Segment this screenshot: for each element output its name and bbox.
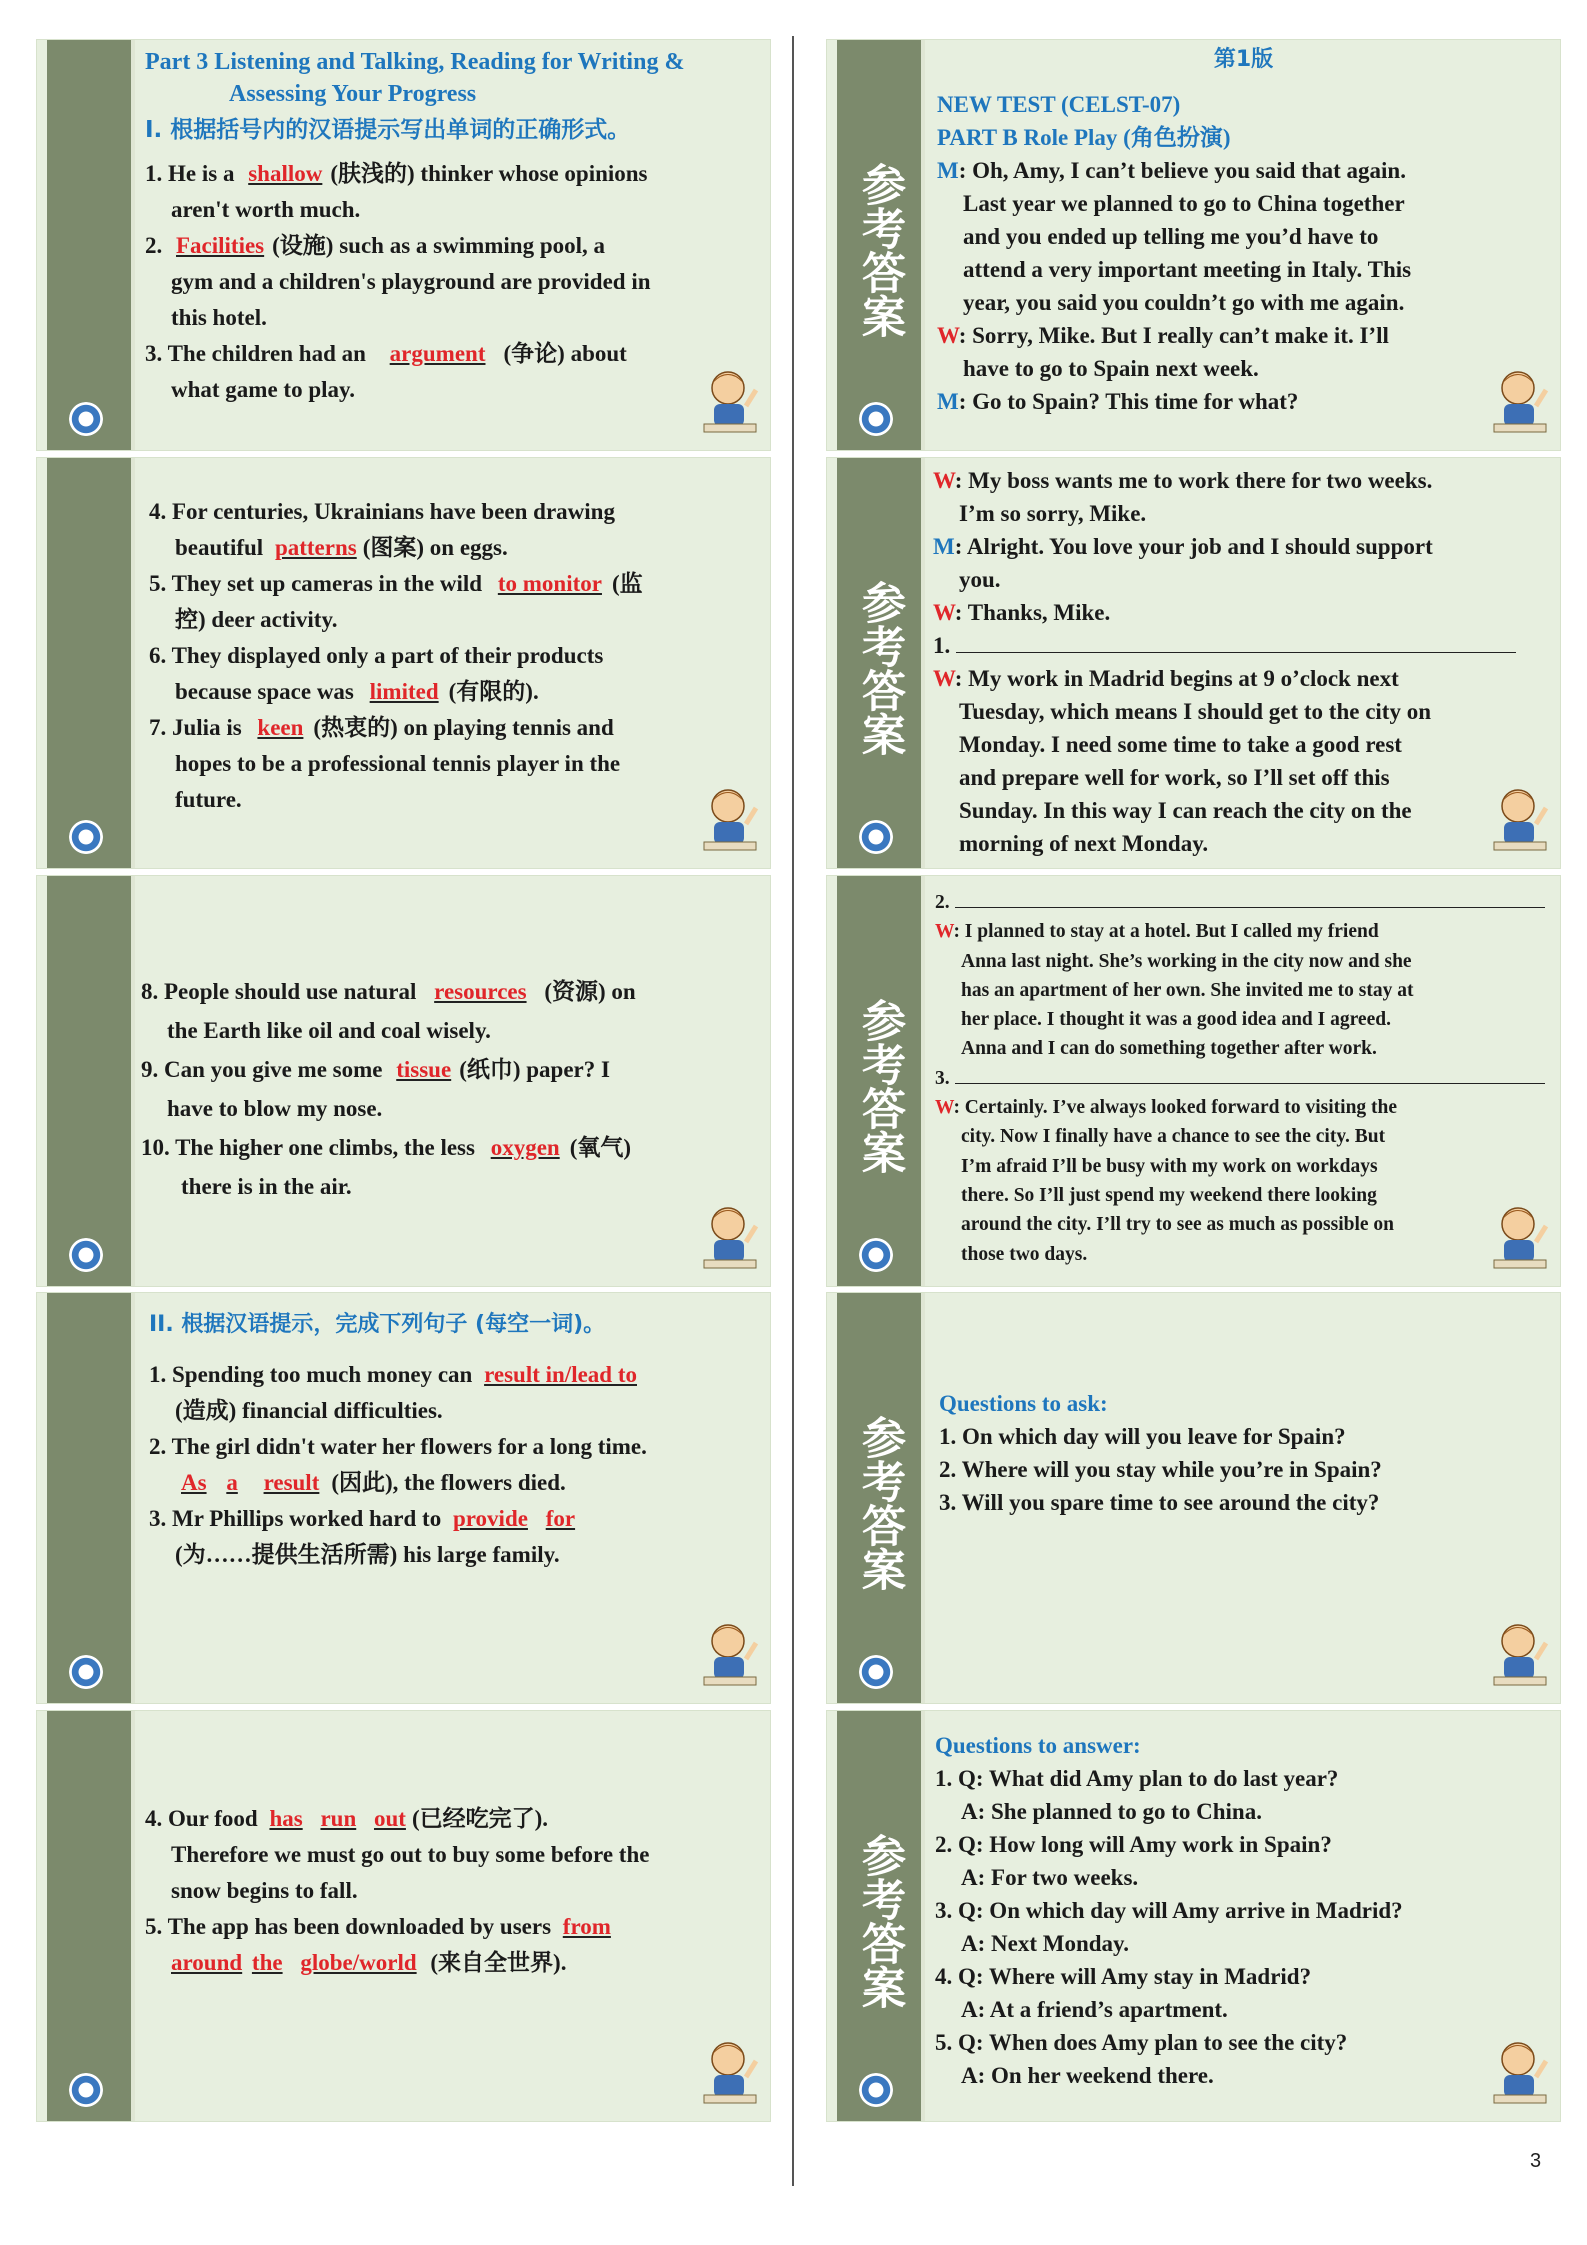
slide-left-1: Part 3 Listening and Talking, Reading for Writing & Assessing Your Progress I. 根据括号内的汉语提示写出单词的正确形式。 1. He is a shallow (肤浅的) thinker whose opinions aren't worth much. 2. Facilities (设施) such as a swimming pool, a gym and a children's playground are provided in this hotel. 3. The children had an argument (争论) about what game to play. xyxy=(37,40,770,450)
logo-icon xyxy=(859,1238,893,1272)
section-title-2: Assessing Your Progress xyxy=(229,81,477,107)
slide-right-1: 参考答案 第1版 NEW TEST (CELST-07) PART B Role Play (角色扮演) M: Oh, Amy, I can’t believe you said that again. Last year we planned to go to China together and you ended up telling me you’d have to attend a very important meeting in Italy. This year, you said you couldn’t go with me again. W: Sorry, Mike. But I really can’t make it. I’ll have to go to Spain next week. M: Go to Spain? This time for what? xyxy=(827,40,1560,450)
slide-right-2: 参考答案 W: My boss wants me to work there for two weeks. I’m so sorry, Mike. M: Alright. You love your job and I should support you. W: Thanks, Mike. 1. W: My work in Madrid begins at 9 o’clock next Tuesday, which means I should get to the city on Monday. I need some time to take a good rest and prepare well for work, so I’ll set off this Sunday. In this way I can reach the city on the morning of next Monday. xyxy=(827,458,1560,868)
questions-to-ask-heading: Questions to ask: xyxy=(939,1391,1108,1416)
slide-sidebar xyxy=(47,40,131,450)
logo-icon xyxy=(69,2073,103,2107)
question-2: 2. Facilities (设施) such as a swimming pool, a xyxy=(145,233,606,258)
questions-to-answer-heading: Questions to answer: xyxy=(935,1733,1141,1758)
slide-right-5: 参考答案 Questions to answer: 1. Q: What did Amy plan to do last year? A: She planned to go to China. 2. Q: How long will Amy work in Spain? A: For two weeks. 3. Q: On which day will Amy arrive in Madrid? A: Next Monday. 4. Q: Where will Amy stay in Madrid? A: At a friend’s apartment. 5. Q: When does Amy plan to see the city? A: On her weekend there. xyxy=(827,1711,1560,2121)
question-2: 2. The girl didn't water her flowers for a long time. xyxy=(149,1434,647,1459)
edition-label: 第1版 xyxy=(1213,47,1274,72)
question-5: 5. The app has been downloaded by users from xyxy=(145,1914,611,1939)
student-cartoon-icon xyxy=(1488,1615,1552,1691)
question-1: 1. He is a shallow (肤浅的) thinker whose opinions xyxy=(145,161,648,186)
logo-icon xyxy=(859,820,893,854)
part-title: PART B Role Play (角色扮演) xyxy=(937,125,1231,150)
question-5: 5. They set up cameras in the wild to monitor (监 xyxy=(149,571,643,596)
ask-question-2: 2. Where will you stay while you’re in Spain? xyxy=(939,1457,1382,1482)
section-title: Part 3 Listening and Talking, Reading for Writing & xyxy=(145,49,685,75)
question-3: 3. The children had an argument (争论) about xyxy=(145,341,627,366)
instruction: II. 根据汉语提示，完成下列句子 (每空一词)。 xyxy=(149,1312,606,1337)
answer-blank-1: 1. xyxy=(933,629,1546,662)
logo-icon xyxy=(859,402,893,436)
answer-blank-3: 3. xyxy=(935,1064,1550,1093)
side-label: 参考答案 xyxy=(854,1833,905,2009)
question-3: 3. Mr Phillips worked hard to provide for xyxy=(149,1506,576,1531)
slide-left-4: II. 根据汉语提示，完成下列句子 (每空一词)。 1. Spending too much money can result in/lead to (造成) financial difficulties. 2. The girl didn't water her flowers for a long time. As a result (因此), the flowers died. 3. Mr Phillips worked hard to provide for (为……提供生活所需) his large family. xyxy=(37,1293,770,1703)
test-title: NEW TEST (CELST-07) xyxy=(937,92,1181,117)
logo-icon xyxy=(859,2073,893,2107)
student-cartoon-icon xyxy=(698,1615,762,1691)
logo-icon xyxy=(69,1655,103,1689)
logo-icon xyxy=(69,820,103,854)
ask-question-3: 3. Will you spare time to see around the city? xyxy=(939,1490,1380,1515)
slide-left-3: 8. People should use natural resources (资源) on the Earth like oil and coal wisely. 9. Can you give me some tissue (纸巾) paper? I have to blow my nose. 10. The higher one climbs, the less oxygen (氧气) there is in the air. xyxy=(37,876,770,1286)
side-label: 参考答案 xyxy=(854,580,905,756)
student-cartoon-icon xyxy=(698,2033,762,2109)
logo-icon xyxy=(69,402,103,436)
question-4: 4. For centuries, Ukrainians have been drawing xyxy=(149,499,615,524)
page-number: 3 xyxy=(1530,2150,1542,2172)
question-4: 4. Our food has run out (已经吃完了). xyxy=(145,1806,549,1831)
instruction: I. 根据括号内的汉语提示写出单词的正确形式。 xyxy=(145,117,631,143)
question-7: 7. Julia is keen (热衷的) on playing tennis and xyxy=(149,715,614,740)
slide-right-4 xyxy=(827,1293,1560,1703)
page-divider xyxy=(792,36,794,2186)
question-9: 9. Can you give me some tissue (纸巾) paper? I xyxy=(141,1057,610,1082)
question-1: 1. Spending too much money can result in/lead to xyxy=(149,1362,637,1387)
side-label: 参考答案 xyxy=(854,1415,905,1591)
logo-icon xyxy=(69,1238,103,1272)
question-8: 8. People should use natural resources (资源) on xyxy=(141,979,636,1004)
side-label: 参考答案 xyxy=(854,998,905,1174)
slide-right-3: 参考答案 2. W: I planned to stay at a hotel. But I called my friend Anna last night. She’s working in the city now and she has an apartment of her own. She invited me to stay at her place. I thought it was a good idea and I agreed. Anna and I can do something together after work. 3. W: Certainly. I’ve always looked forward to visiting the city. Now I finally have a chance to see the city. But I’m afraid I’ll be busy with my work on workdays there. So I’ll just spend my weekend there looking around the city. I’ll try to see as much as possible on those two days. xyxy=(827,876,1560,1286)
answer-blank-2: 2. xyxy=(935,888,1550,917)
question-6: 6. They displayed only a part of their products xyxy=(149,643,604,668)
student-cartoon-icon xyxy=(698,1198,762,1274)
ask-question-1: 1. On which day will you leave for Spain? xyxy=(939,1424,1346,1449)
question-10: 10. The higher one climbs, the less oxygen (氧气) xyxy=(141,1135,632,1160)
slide-left-5: 4. Our food has run out (已经吃完了). Therefore we must go out to buy some before the snow begins to fall. 5. The app has been downloaded by users from around the globe/world (来自全世界). xyxy=(37,1711,770,2121)
logo-icon xyxy=(859,1655,893,1689)
side-label: 参考答案 xyxy=(854,162,905,338)
slide-left-2: 4. For centuries, Ukrainians have been drawing beautiful patterns (图案) on eggs. 5. They set up cameras in the wild to monitor (监 控) deer activity. 6. They displayed only a part of their products because space was limited (有限的). 7. Julia is keen (热衷的) on playing tennis and hopes to be a professional tennis player in the future. xyxy=(37,458,770,868)
